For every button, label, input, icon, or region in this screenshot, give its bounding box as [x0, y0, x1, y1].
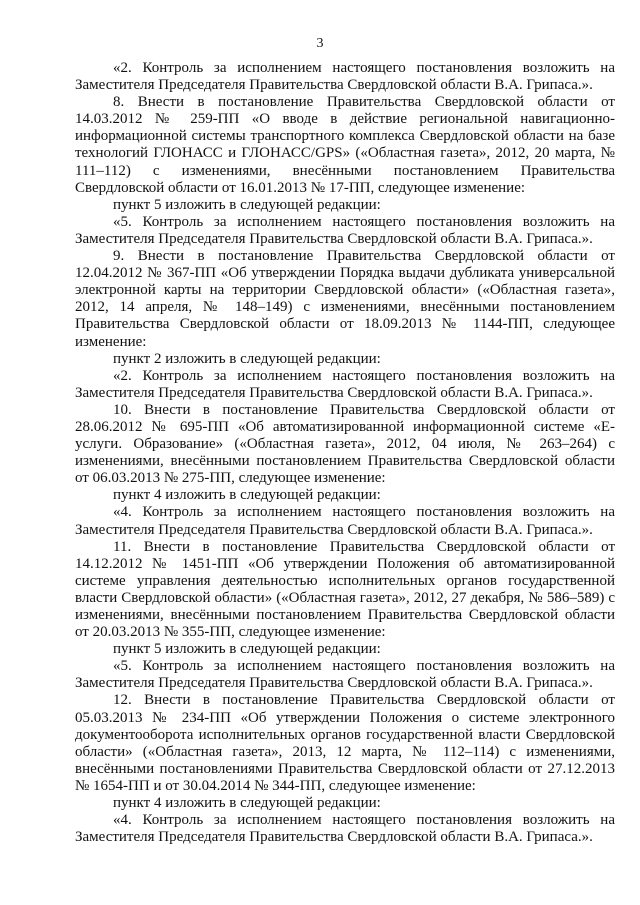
paragraph-instruction: пункт 4 изложить в следующей редакции:	[113, 795, 381, 812]
document-body	[75, 60, 615, 846]
paragraph-instruction: пункт 2 изложить в следующей редакции:	[113, 350, 381, 367]
paragraph-quote-4: «4. Контроль за исполнением настоящего постановления возложить на Заместителя Председателя Правительства Свердловской области В.А. Грипаса.».	[75, 812, 615, 846]
paragraph-quote-5: «5. Контроль за исполнением настоящего постановления возложить на Заместителя Председателя Правительства Свердловской области В.А. Грипаса.».	[75, 213, 615, 247]
paragraph-quote-2: «2. Контроль за исполнением настоящего постановления возложить на Заместителя Председателя Правительства Свердловской области В.А. Грипаса.».	[75, 367, 615, 401]
paragraph-quote-4: «4. Контроль за исполнением настоящего постановления возложить на Заместителя Председателя Правительства Свердловской области В.А. Грипаса.».	[75, 504, 615, 538]
paragraph-quote-2: «2. Контроль за исполнением настоящего постановления возложить на Заместителя Председателя Правительства Свердловской области В.А. Грипаса.».	[75, 60, 615, 94]
paragraph-instruction: пункт 5 изложить в следующей редакции:	[113, 196, 381, 213]
paragraph-item-8: 8. Внести в постановление Правительства Свердловской области от 14.03.2012 № 259-ПП «О вводе в действие региональной навигационно-информационной системы транспортного комплекса Свердловской области на базе технологий ГЛОНАСС и ГЛОНАСС/GPS» («Областная газета», 2012, 20 марта, № 111–112) с изменениями, внесёнными постановлением Правительства Свердловской области от 16.01.2013 № 17-ПП, следующее изменение:	[75, 94, 615, 196]
paragraph-item-12: 12. Внести в постановление Правительства Свердловской области от 05.03.2013 № 234-ПП «Об утверждении Положения о системе электронного документооборота исполнительных органов государственной власти Свердловской области» («Областная газета», 2013, 12 марта, № 112–114) с изменениями, внесёнными постановлениями Правительства Свердловской области от 27.12.2013 № 1654-ПП и от 30.04.2014 № 344-ПП, следующее изменение:	[75, 692, 615, 794]
paragraph-item-11: 11. Внести в постановление Правительства Свердловской области от 14.12.2012 № 1451-ПП «Об утверждении Положения об автоматизированной системе управления деятельностью исполнительных органов государственной власти Свердловской области» («Областная газета», 2012, 27 декабря, № 586–589) с изменениями, внесёнными постановлением Правительства Свердловской области от 20.03.2013 № 355-ПП, следующее изменение:	[75, 538, 615, 641]
page-number: 3	[316, 36, 324, 51]
paragraph-item-10: 10. Внести в постановление Правительства Свердловской области от 28.06.2012 № 695-ПП «Об автоматизированной информационной системе «Е-услуги. Образование» («Областная газета», 2012, 04 июля, № 263–264) с изменениями, внесёнными постановлением Правительства Свердловской области от 06.03.2013 № 275-ПП, следующее изменение:	[75, 401, 615, 487]
paragraph-quote-5: «5. Контроль за исполнением настоящего постановления возложить на Заместителя Председателя Правительства Свердловской области В.А. Грипаса.».	[75, 658, 615, 692]
paragraph-instruction: пункт 4 изложить в следующей редакции:	[113, 487, 381, 504]
paragraph-instruction: пункт 5 изложить в следующей редакции:	[113, 641, 381, 658]
paragraph-item-9: 9. Внести в постановление Правительства Свердловской области от 12.04.2012 № 367-ПП «Об утверждении Порядка выдачи дубликата универсальной электронной карты на территории Свердловской области» («Областная газета», 2012, 14 апреля, № 148–149) с изменениями, внесёнными постановлением Правительства Свердловской области от 18.09.2013 № 1144-ПП, следующее изменение:	[75, 248, 615, 350]
